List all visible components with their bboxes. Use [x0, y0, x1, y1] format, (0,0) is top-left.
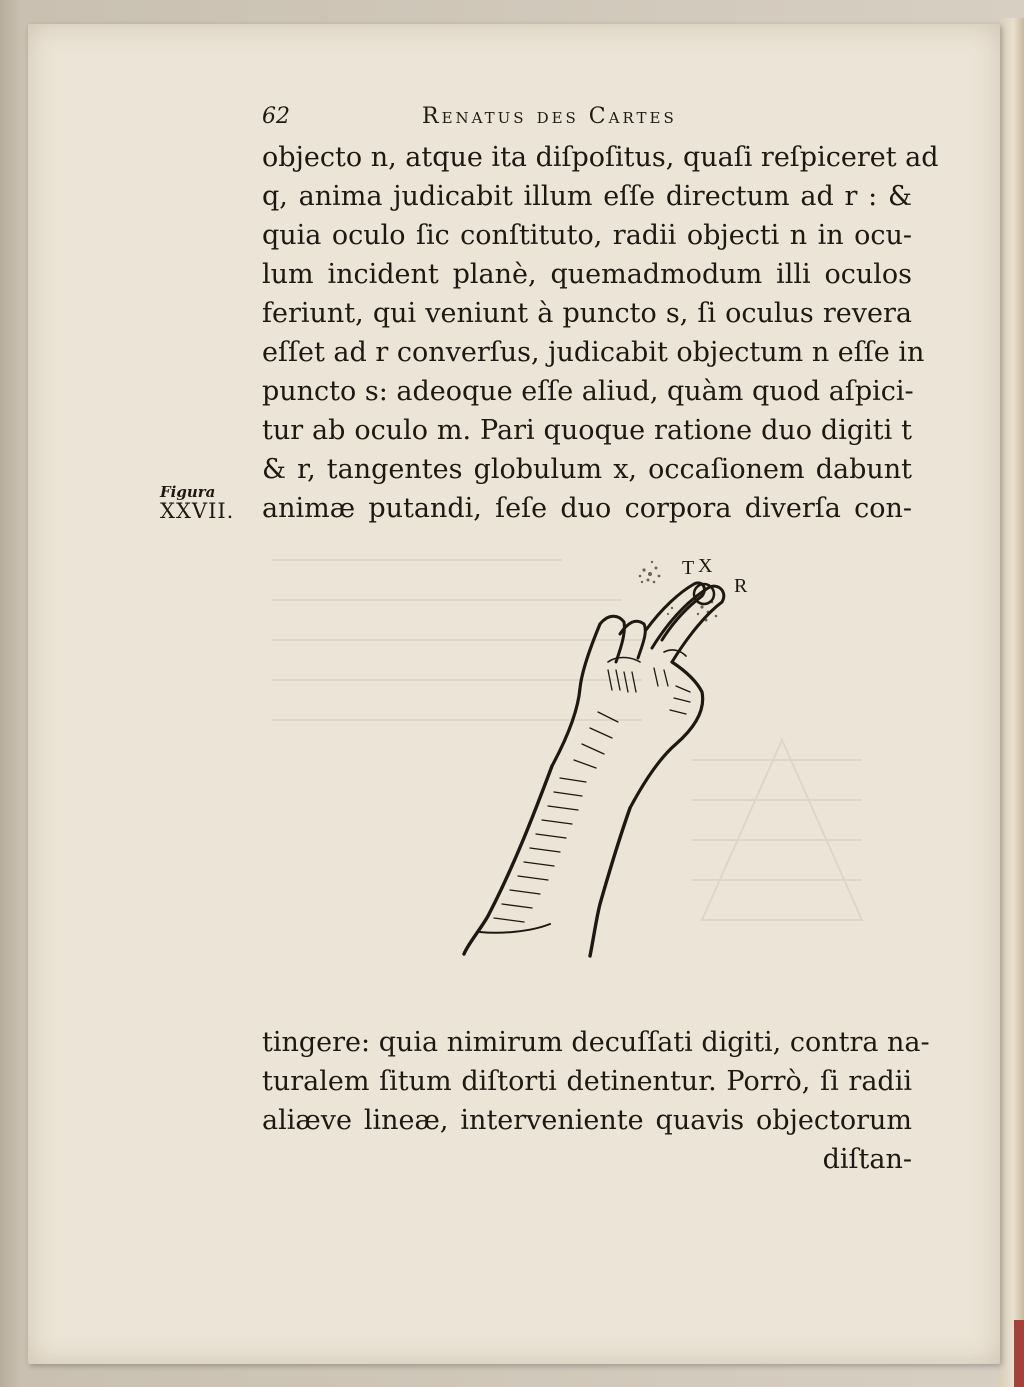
text-line: animæ putandi, ſeſe duo corpora diverſa con- — [262, 493, 912, 524]
text-line: q, anima judicabit illum eſſe directum ad r : & — [262, 181, 912, 212]
hatching — [494, 668, 690, 922]
body-text-top — [262, 138, 939, 528]
text-line: lum incident planè, quemadmodum illi oculos — [262, 259, 912, 290]
hand-crossed-fingers-engraving — [440, 552, 780, 962]
text-line: & r, tangentes globulum x, occaſionem dabunt — [262, 454, 912, 485]
text-line: tur ab oculo m. Pari quoque ratione duo digiti t — [262, 415, 912, 446]
catchword: diſtan- — [822, 1144, 912, 1175]
binding-red-edge — [1014, 1320, 1024, 1387]
text-line: puncto s: adeoque eſſe aliud, quàm quod aſpici- — [262, 376, 914, 407]
margin-note-label: Figura — [160, 483, 216, 501]
running-head — [262, 104, 902, 136]
margin-note — [160, 483, 260, 523]
text-line: quia oculo ſic conſtituto, radii objecti n in ocu- — [262, 220, 912, 251]
text-line: aliæve lineæ, interveniente quavis objectorum — [262, 1105, 912, 1136]
figure-label-x: X — [698, 555, 713, 577]
text-line: turalem ſitum diſtorti detinentur. Porrò, ſi radii — [262, 1066, 912, 1097]
page-number: 62 — [262, 104, 290, 129]
text-line: eſſet ad r converſus, judicabit objectum n eſſe in — [262, 337, 925, 368]
next-page-edge — [998, 18, 1024, 1387]
figure-number: XXVII. — [160, 499, 235, 523]
running-head-title: Renatus des Cartes — [422, 104, 677, 129]
body-text-bottom — [262, 1023, 930, 1179]
figure-label-t: T — [682, 557, 695, 579]
figure-label-r: R — [734, 575, 748, 597]
text-line: objecto n, atque ita diſpoſitus, quaſi reſpiceret ad — [262, 142, 939, 173]
text-line: tingere: quia nimirum decuſſati digiti, contra na- — [262, 1027, 930, 1058]
text-line: feriunt, qui veniunt à puncto s, ſi oculus revera — [262, 298, 912, 329]
